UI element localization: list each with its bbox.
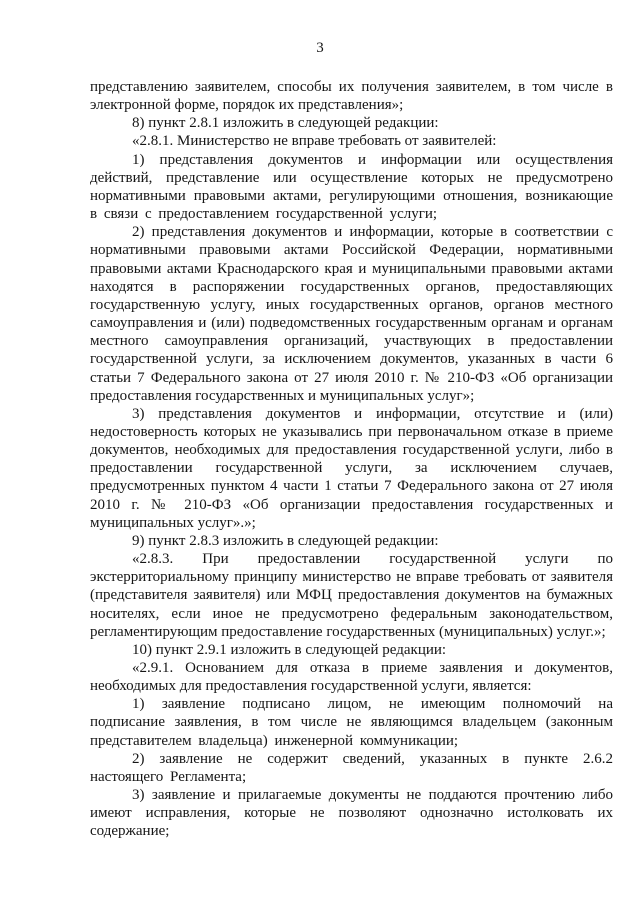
document-body <box>90 78 613 841</box>
paragraph-2-9-1: «2.9.1. Основанием для отказа в приеме заявления и документов, необходимых для предоставления государственной услуги, является: <box>90 660 613 695</box>
paragraph-2-8-1: «2.8.1. Министерство не вправе требовать от заявителей: <box>132 133 497 150</box>
paragraph-2-9-1-sub-2: 2) заявление не содержит сведений, указанных в пункте 2.6.2 настоящего Регламента; <box>90 750 613 785</box>
paragraph-item-10: 10) пункт 2.9.1 изложить в следующей редакции: <box>132 641 447 658</box>
page-number: 3 <box>316 40 324 56</box>
paragraph-item-8: 8) пункт 2.8.1 изложить в следующей редакции: <box>132 115 439 132</box>
paragraph-2-8-1-sub-1: 1) представления документов и информации или осуществления действий, представление или осуществление которых не предусмотрено нормативными правовыми актами, регулирующими отношения, возникающие в связи с предоставлением государственной услуги; <box>90 151 613 223</box>
paragraph-2-9-1-sub-1: 1) заявление подписано лицом, не имеющим полномочий на подписание заявления, в том числе не являющимся владельцем (законным представителем владельца) инженерной коммуникации; <box>90 696 613 749</box>
paragraph-2-8-3: «2.8.3. При предоставлении государственной услуги по экстерриториальному принципу министерство не вправе требовать от заявителя (представителя заявителя) или МФЦ предоставления документов на бумажных носителях, если иное не предусмотрено федеральным законодательством, регламентирующим предоставление государственных (муниципальных) услуг.»; <box>90 551 613 640</box>
paragraph-2-8-1-sub-2: 2) представления документов и информации, которые в соответствии с нормативными правовыми актами Российской Федерации, нормативными правовыми актами Краснодарского края и муниципальными правовыми актами находятся в распоряжении государственных органов, предоставляющих государственную услугу, иных государственных органов, органов местного самоуправления и (или) подведомственных государственным органам и органам местного самоуправления организаций, участвующих в предоставлении государственной услуги, за исключением документов, указанных в части 6 статьи 7 Федерального закона от 27 июля 2010 г. № 210-ФЗ «Об организации предоставления государственных и муниципальных услуг»; <box>90 224 613 404</box>
paragraph-continuation: представлению заявителем, способы их получения заявителем, в том числе в электронной форме, порядок их представления»; <box>90 79 613 114</box>
paragraph-2-9-1-sub-3: 3) заявление и прилагаемые документы не поддаются прочтению либо имеют исправления, которые не позволяют однозначно истолковать их содержание; <box>90 787 613 840</box>
paragraph-item-9: 9) пункт 2.8.3 изложить в следующей редакции: <box>132 532 439 549</box>
paragraph-2-8-1-sub-3: 3) представления документов и информации, отсутствие и (или) недостоверность которых не указывались при первоначальном отказе в приеме документов, необходимых для предоставления государственной услуги, либо в предоставлении государственной услуги, за исключением случаев, предусмотренных пунктом 4 части 1 статьи 7 Федерального закона от 27 июля 2010 г. № 210-ФЗ «Об организации предоставления государственных и муниципальных услуг».»; <box>90 405 613 531</box>
